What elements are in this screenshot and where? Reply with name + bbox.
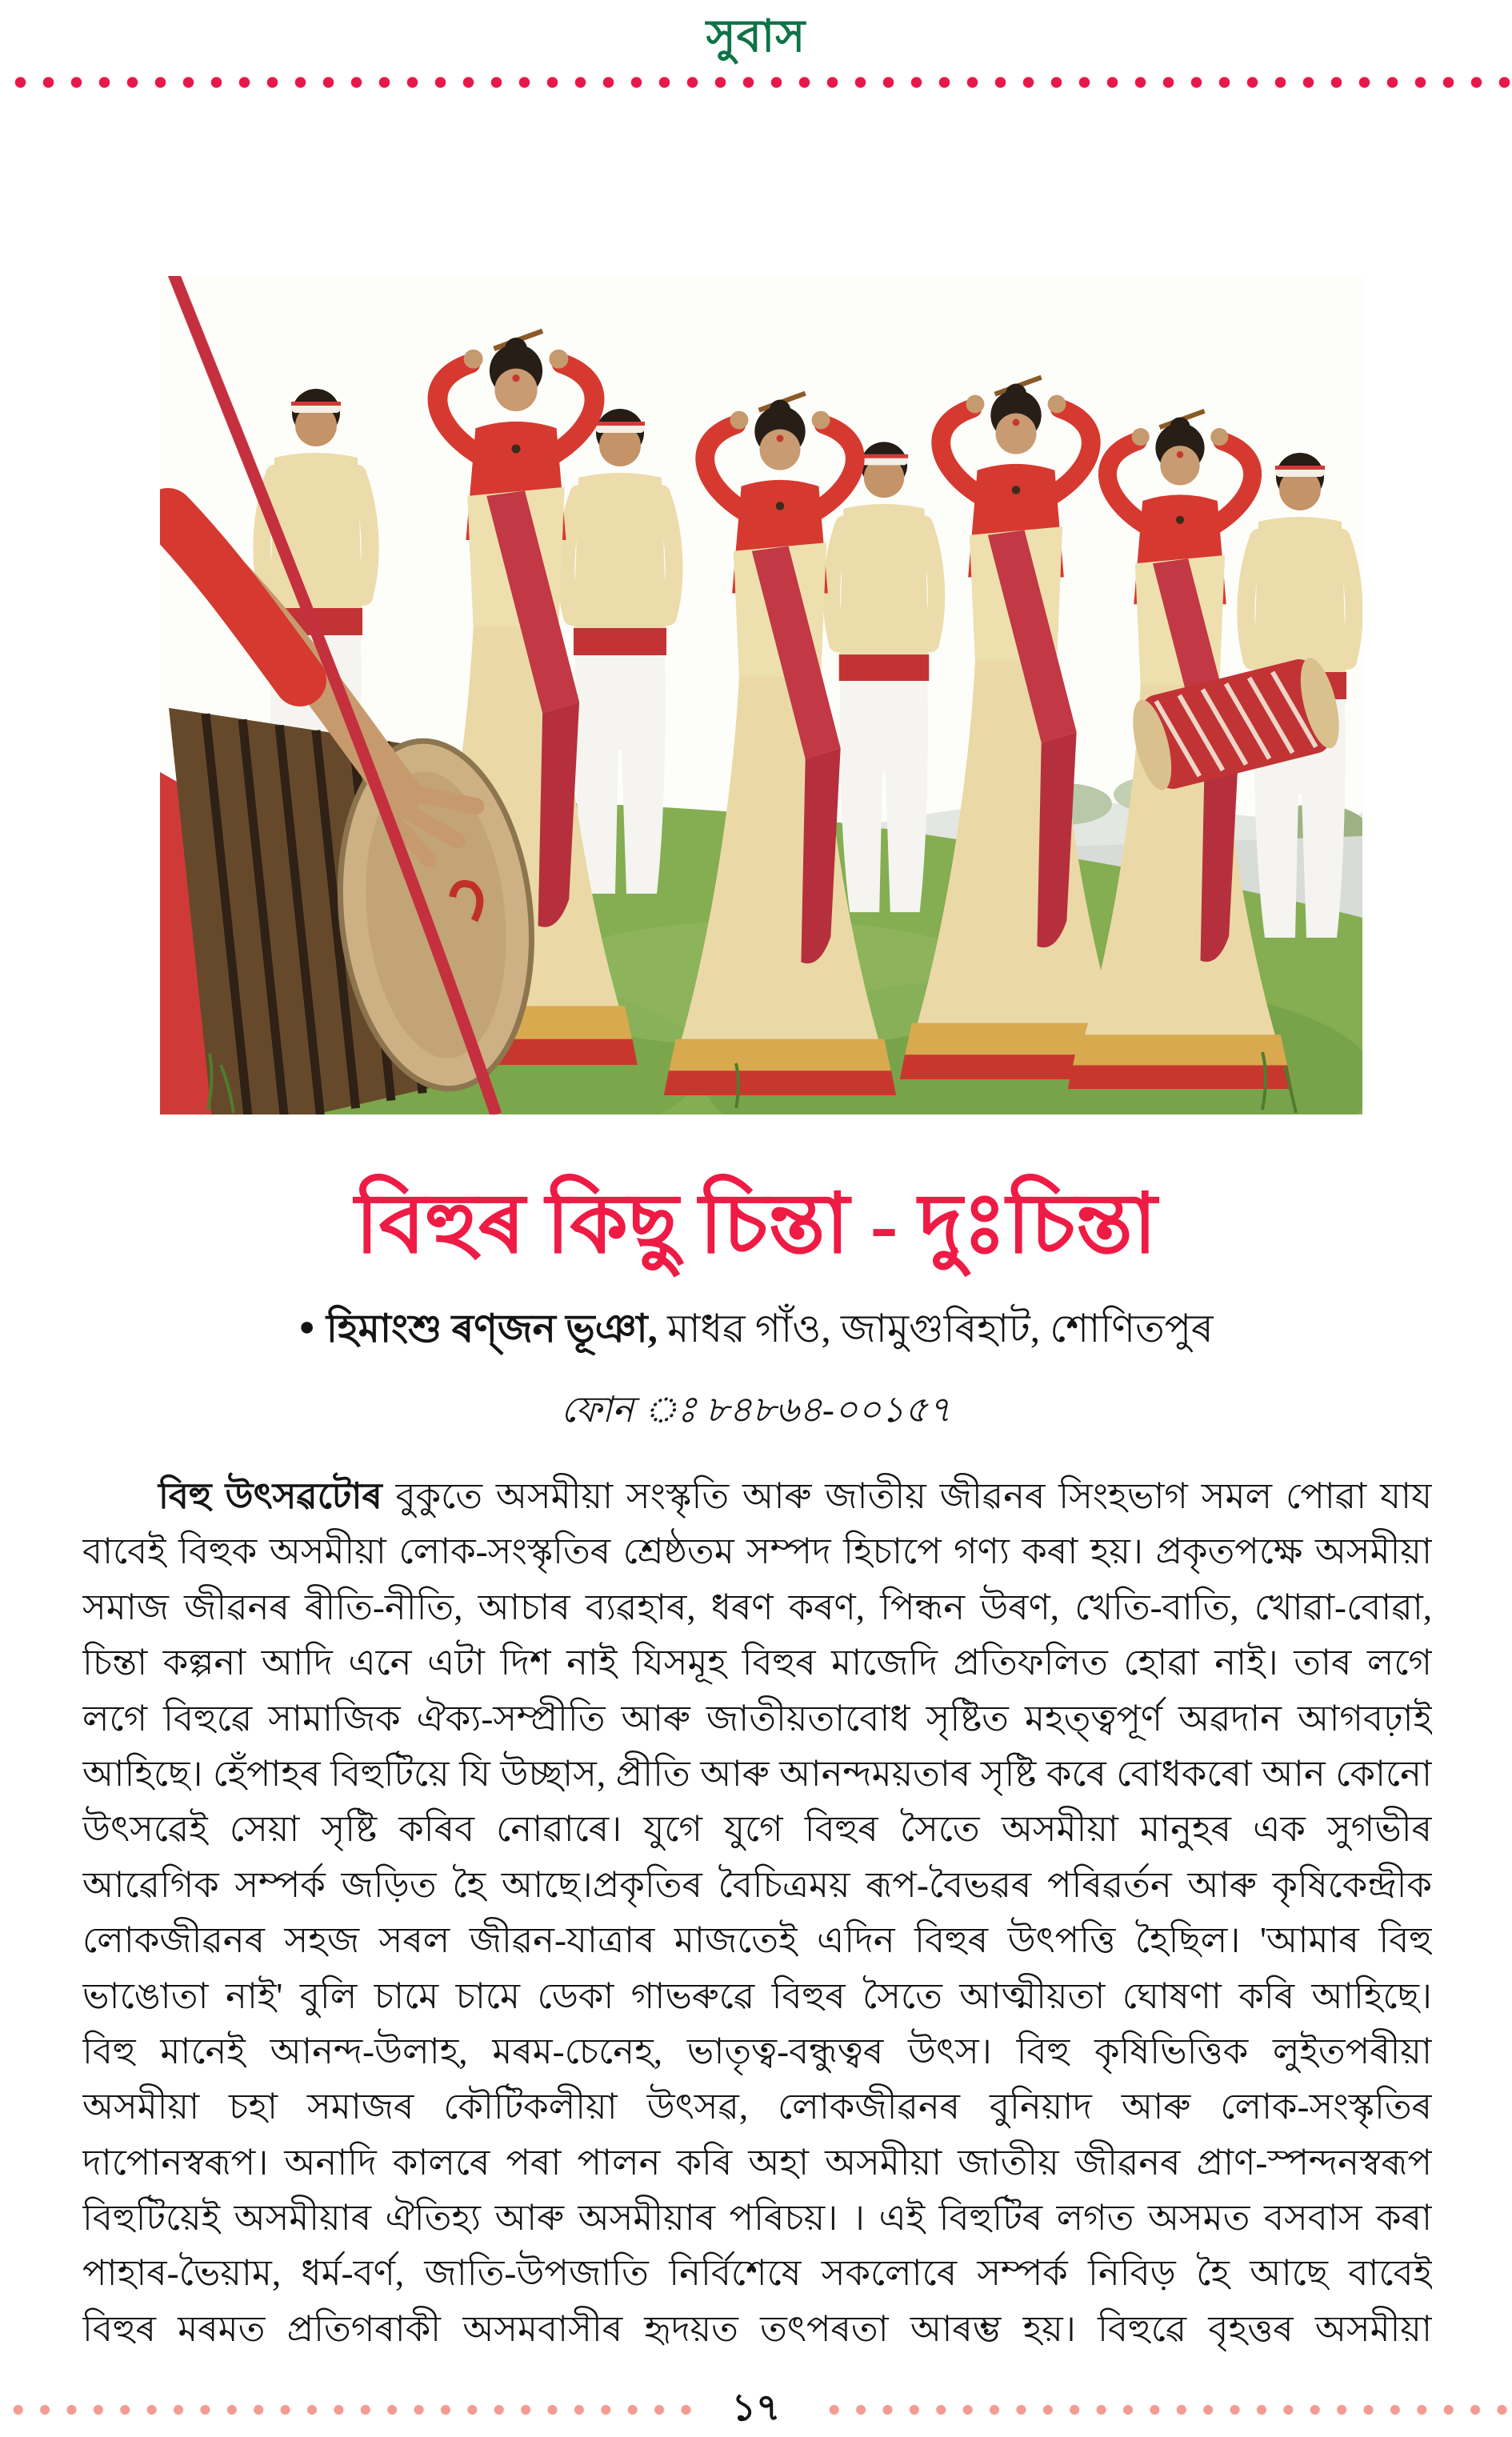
page-footer xyxy=(0,2383,1512,2437)
article-photo xyxy=(160,276,1362,1114)
body-line: উৎসৱেই সেয়া সৃষ্টি কৰিব নোৱাৰে। যুগে যুগে বিহুৰ সৈতে অসমীয়া মানুহৰ এক সুগভীৰ xyxy=(82,1809,1432,1850)
body-line: আৱেগিক সম্পৰ্ক জড়িত হৈ আছে।প্ৰকৃতিৰ বৈচিত্ৰময় ৰূপ-বৈভৱৰ পৰিৱৰ্তন আৰু কৃষিকেন্দ্ৰীক xyxy=(82,1864,1432,1905)
bullet-icon: ● xyxy=(298,1312,315,1342)
body-line: লগে বিহুৱে সামাজিক ঐক্য-সম্প্ৰীতি আৰু জাতীয়তাবোধ সৃষ্টিত মহত্ত্বপূৰ্ণ অৱদান আগবঢ়াই xyxy=(82,1698,1432,1739)
body-line: চিন্তা কল্পনা আদি এনে এটা দিশ নাই যিসমূহ বিহুৰ মাজেদি প্ৰতিফলিত হোৱা নাই। তাৰ লগে xyxy=(82,1643,1432,1683)
bottom-dotted-divider-right xyxy=(816,2400,1512,2419)
body-line: ভাঙোতা নাই' বুলি চামে চামে ডেকা গাভৰুৱে বিহুৰ সৈতে আত্মীয়তা ঘোষণা কৰি আহিছে। xyxy=(82,1975,1432,2016)
article-title: বিহুৰ কিছু চিন্তা - দুঃচিন্তা xyxy=(354,1178,1158,1271)
article-body xyxy=(82,1469,1432,2357)
bottom-dotted-divider-left xyxy=(0,2400,696,2419)
body-line: অসমীয়া চহা সমাজৰ কৌটিকলীয়া উৎসৱ, লোকজীৱনৰ বুনিয়াদ আৰু লোক-সংস্কৃতিৰ xyxy=(82,2087,1432,2127)
body-line: লোকজীৱনৰ সহজ সৰল জীৱন-যাত্ৰাৰ মাজতেই এদিন বিহুৰ উৎপত্তি হৈছিল। 'আমাৰ বিহু xyxy=(82,1920,1432,1961)
page-number: ১৭ xyxy=(731,2387,781,2429)
body-line: আহিছে। হেঁপাহৰ বিহুটিয়ে যি উচ্ছাস, প্ৰীতি আৰু আনন্দময়তাৰ সৃষ্টি কৰে বোধকৰো আন কোনো xyxy=(82,1753,1432,1794)
author-address: মাধৱ গাঁও, জামুগুৰিহাট, শোণিতপুৰ xyxy=(657,1307,1214,1351)
author-name: হিমাংশু ৰণ্‌জন ভূঞা, xyxy=(326,1307,658,1351)
bihu-dancers-photo xyxy=(160,276,1362,1114)
body-line: পাহাৰ-ভৈয়াম, ধৰ্ম-বৰ্ণ, জাতি-উপজাতি নিৰ্বিশেষে সকলোৰে সম্পৰ্ক নিবিড় হৈ আছে বাবেই xyxy=(82,2253,1432,2294)
body-line: সমাজ জীৱনৰ ৰীতি-নীতি, আচাৰ ব্যৱহাৰ, ধৰণ কৰণ, পিন্ধন উৰণ, খেতি-বাতি, খোৱা-বোৱা, xyxy=(82,1587,1432,1627)
body-line: বিহুৰ মৰমত প্ৰতিগৰাকী অসমবাসীৰ হৃদয়ত তৎপৰতা আৰম্ভ হয়। বিহুৱে বৃহত্তৰ অসমীয়া xyxy=(82,2308,1432,2349)
author-line xyxy=(0,1306,1512,1353)
body-line: দাপোনস্বৰূপ। অনাদি কালৰে পৰা পালন কৰি অহা অসমীয়া জাতীয় জীৱনৰ প্ৰাণ-স্পন্দনস্বৰূপ xyxy=(82,2142,1432,2183)
top-dotted-divider xyxy=(0,72,1512,93)
magazine-title: সুবাস xyxy=(706,12,806,62)
body-line: বাবেই বিহুক অসমীয়া লোক-সংস্কৃতিৰ শ্ৰেষ্ঠতম সম্পদ হিচাপে গণ্য কৰা হয়। প্ৰকৃতপক্ষে অসমীয়া xyxy=(82,1531,1432,1572)
body-line: বিহু উৎসৱটোৰ বুকুতে অসমীয়া সংস্কৃতি আৰু জাতীয় জীৱনৰ সিংহভাগ সমল পোৱা যায xyxy=(158,1476,1432,1516)
phone-number: ফোন ঃ ৮৪৮৬৪-০০১৫৭ xyxy=(560,1390,952,1430)
body-line: বিহু মানেই আনন্দ-উলাহ, মৰম-চেনেহ, ভাতৃত্ব-বন্ধুত্বৰ উৎস। বিহু কৃষিভিত্তিক লুইতপৰীয়া xyxy=(82,2031,1432,2071)
body-line: বিহুটিয়েই অসমীয়াৰ ঐতিহ্য আৰু অসমীয়াৰ পৰিচয়। । এই বিহুটিৰ লগত অসমত বসবাস কৰা xyxy=(82,2198,1432,2239)
